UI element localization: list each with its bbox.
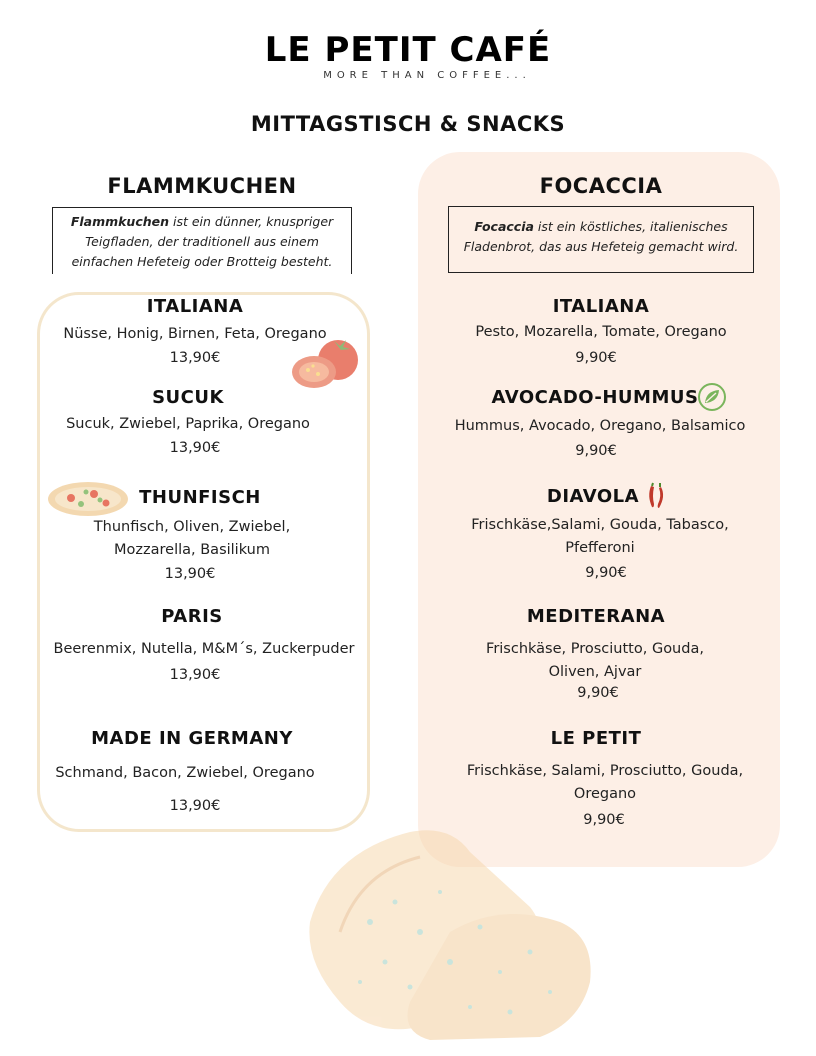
flammkuchen-item-price: 13,90€ — [169, 667, 221, 683]
flammkuchen-item-price: 13,90€ — [169, 440, 221, 456]
focaccia-title: FOCACCIA — [539, 174, 663, 198]
focaccia-item-ingredients: Pesto, Mozarella, Tomate, Oregano — [475, 324, 727, 340]
flammkuchen-title: FLAMMKUCHEN — [107, 174, 297, 198]
focaccia-item-name: DIAVOLA — [546, 486, 640, 507]
flammkuchen-item-ingredients: Thunfisch, Oliven, Zwiebel, Mozzarella, Basilikum — [93, 519, 291, 558]
flammkuchen-description-bold: Flammkuchen — [70, 214, 170, 229]
focaccia-item-ingredients: Hummus, Avocado, Oregano, Balsamico — [454, 418, 746, 434]
focaccia-item-name: LE PETIT — [550, 728, 642, 749]
flammkuchen-item-ingredients: Beerenmix, Nutella, M&M´s, Zuckerpuder — [53, 641, 355, 657]
focaccia-item-ingredients: Frischkäse, Salami, Prosciutto, Gouda, Oregano — [466, 763, 744, 802]
flammkuchen-item-ingredients: Sucuk, Zwiebel, Paprika, Oregano — [66, 416, 310, 432]
leaf-icon — [697, 382, 727, 412]
focaccia-bread-icon — [300, 812, 600, 1047]
flammkuchen-item-price: 13,90€ — [169, 350, 221, 366]
menu-subtitle: MITTAGSTISCH & SNACKS — [250, 112, 566, 136]
focaccia-item-price: 9,90€ — [575, 443, 617, 459]
flammkuchen-item-name: SUCUK — [152, 387, 224, 408]
flammkuchen-item-name: ITALIANA — [146, 296, 244, 317]
focaccia-description — [448, 206, 754, 273]
flammkuchen-description — [52, 207, 352, 274]
focaccia-item-name: MEDITERANA — [526, 606, 666, 627]
flammkuchen-item-price: 13,90€ — [164, 566, 216, 582]
tomato-icon — [290, 334, 364, 392]
focaccia-item-ingredients: Frischkäse, Prosciutto, Gouda, Oliven, Ajvar — [486, 641, 704, 680]
focaccia-item-price: 9,90€ — [577, 685, 619, 701]
focaccia-item-name: ITALIANA — [552, 296, 650, 317]
focaccia-item-price: 9,90€ — [583, 812, 625, 828]
flammkuchen-item-name: MADE IN GERMANY — [91, 728, 293, 749]
brand-tagline: MORE THAN COFFEE... — [323, 70, 531, 81]
flammkuchen-icon — [46, 478, 130, 520]
flammkuchen-item-price: 13,90€ — [169, 798, 221, 814]
focaccia-item-price: 9,90€ — [585, 565, 627, 581]
brand-title: LE PETIT CAFÉ — [264, 30, 552, 70]
flammkuchen-item-name: THUNFISCH — [139, 487, 261, 508]
focaccia-description-bold: Focaccia — [474, 219, 534, 234]
focaccia-item-name: AVOCADO-HUMMUS — [491, 387, 699, 408]
flammkuchen-item-name: PARIS — [161, 606, 223, 627]
flammkuchen-item-ingredients: Schmand, Bacon, Zwiebel, Oregano — [55, 765, 315, 781]
flammkuchen-item-ingredients: Nüsse, Honig, Birnen, Feta, Oregano — [63, 326, 327, 342]
chili-icon — [644, 482, 670, 510]
flammkuchen-description-text: ist ein dünner, knuspriger Teigfladen, der traditionell aus einem einfachen Hefeteig oder Brotteig besteht. — [71, 214, 334, 269]
focaccia-item-price: 9,90€ — [575, 350, 617, 366]
focaccia-item-ingredients: Frischkäse,Salami, Gouda, Tabasco, Pfefferoni — [471, 517, 729, 556]
focaccia-description-text: ist ein köstliches, italienisches Fladenbrot, das aus Hefeteig gemacht wird. — [463, 219, 739, 254]
